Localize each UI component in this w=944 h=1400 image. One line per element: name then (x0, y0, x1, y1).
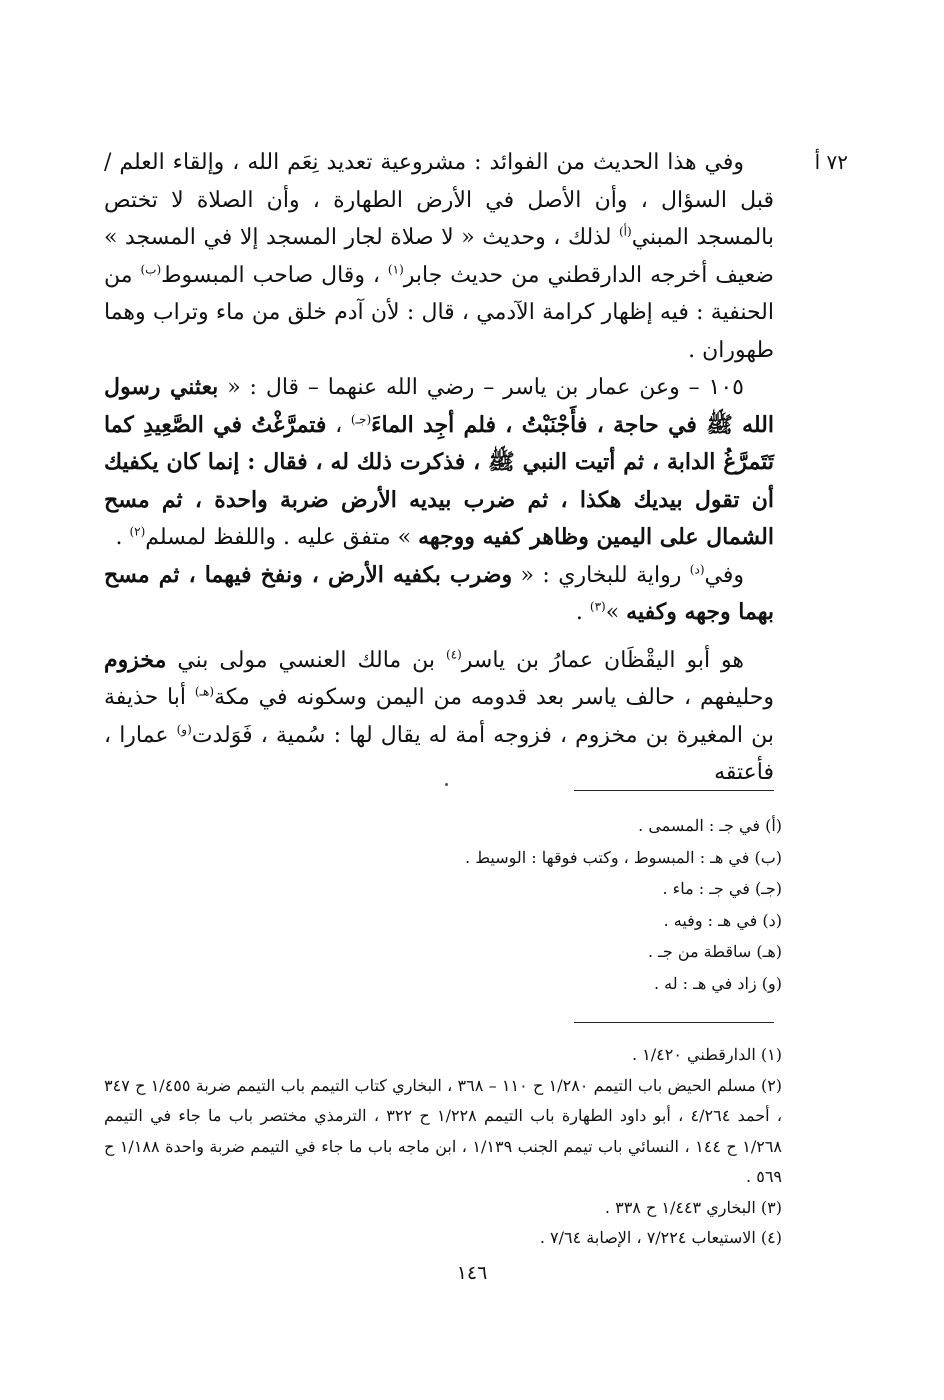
footnote-marker: (د) (689, 562, 705, 577)
text-run: . (575, 600, 590, 625)
paragraph-hadith-105 (104, 369, 774, 557)
variant-note: (هـ) ساقطة من جـ . (648, 942, 782, 961)
source-note: (٤) الاستيعاب ٧/٢٢٤ ، الإصابة ٧/٦٤ . (539, 1228, 782, 1247)
source-footnotes (104, 1040, 782, 1254)
footnote-marker: (ب) (140, 262, 162, 277)
footnote-marker: (١) (387, 262, 404, 277)
variant-footnotes (104, 810, 782, 999)
text-run: من الحنفية : فيه إظهار كرامة الآدمي ، قال : لأن آدم خلق من ماء وتراب وهما طهوران . (104, 262, 774, 363)
speck (445, 783, 448, 786)
footnote-divider (574, 790, 774, 791)
variant-note: (جـ) في جـ : ماء . (662, 879, 782, 898)
text-run: » متفق عليه . واللفظ لمسلم (145, 525, 419, 550)
source-note: (١) الدارقطني ١/٤٢٠ . (631, 1045, 782, 1064)
text-run: بن مالك العنسي مولى بني (166, 647, 446, 673)
text-run: هو أبو اليقْظَان عمارُ بن ياسر (461, 647, 744, 673)
variant-note: (ب) في هـ : المبسوط ، وكتب فوقها : الوسيط . (465, 847, 782, 867)
text-run: عمارا ، فأعتقه (104, 722, 774, 785)
text-run: وفي هذا الحديث من الفوائد : مشروعية تعديد نِعَم الله ، وإلقاء العلم / قبل السؤال ، وأن الأصل في الأرض الطهارة ، وأن الصلاة لا تختص بالمسجد المبني (104, 150, 775, 250)
text-run: ، (326, 412, 351, 438)
text-run: وحليفهم ، حالف ياسر بعد قدومه من اليمن وسكونه في مكة (214, 685, 774, 710)
hadith-text: بعثني رسول الله ﷺ في حاجة ، فأَجْنَبْتُ ، فلم أجِد الماءَ (104, 374, 774, 438)
manuscript-folio-marker: ٧٢ أ (814, 150, 848, 174)
text-run: . (115, 525, 130, 550)
text-run: وفي (704, 562, 744, 588)
text-run: أبا حذيفة بن المغيرة بن مخزوم ، فزوجه أمة له يقال لها : سُمية ، فَوَلدت (104, 685, 774, 748)
footnote-marker: (٣) (589, 599, 606, 614)
footnote-marker: (هـ) (194, 684, 215, 699)
footnote-divider (574, 1022, 774, 1023)
paragraph-biography (104, 642, 774, 792)
main-text (104, 144, 774, 792)
footnote-marker: (٢) (129, 524, 146, 539)
variant-note: (د) في هـ : وفيه . (663, 910, 782, 930)
footnote-marker: (٤) (445, 647, 462, 662)
variant-note: (و) زاد في هـ : له . (653, 973, 782, 993)
text-run: » (605, 600, 627, 625)
text-run: ، وقال صاحب المبسوط (161, 262, 388, 288)
text-run: ١٠٥ – وعن عمار بن ياسر – رضي الله عنهما – قال : « (218, 375, 744, 400)
bold-word: مخزوم (104, 646, 167, 673)
source-note: (٣) البخاري ١/٤٤٣ ح ٣٣٨ . (604, 1197, 782, 1217)
paragraph-benefits (104, 144, 774, 369)
text-run: لذلك ، وحديث « لا صلاة لجار المسجد إلا في المسجد » ضعيف أخرجه الدارقطني من حديث جابر (104, 225, 774, 288)
variant-note: (أ) في جـ : المسمى . (638, 816, 782, 835)
footnote-marker: (و) (176, 722, 192, 737)
footnote-marker: (أ) (618, 224, 632, 239)
hadith-text: فتمرَّغْتُ في الصَّعِيدِ كما تَتَمرَّغُ الدابة ، ثم أتيت النبي ﷺ ، فذكرت ذلك له ، فقال : إنما كان يكفيك أن تقول بيديك هكذا ، ثم ضرب بيديه الأرض ضربة واحدة ، ثم مسح الشمال على اليمين وظاهر كفيه ووجهه (104, 411, 774, 550)
text-run: رواية للبخاري : « (512, 562, 690, 588)
source-note: (٢) مسلم الحيض باب التيمم ١/٢٨٠ ح ١١٠ – ٣٦٨ ، البخاري كتاب التيمم باب التيمم ضربة ١/٤٥٥ ح ٣٤٧ ، أحمد ٤/٢٦٤ ، أبو داود الطهارة باب التيمم ١/٢٢٨ ح ٣٢٢ ، الترمذي مختصر باب ما جاء في التيمم ١/٢٦٨ ح ١٤٤ ، النسائي باب تيمم الجنب ١/١٣٩ ، ابن ماجه باب ما جاء في التيمم ضربة واحدة ١/١٨٨ ح ٥٦٩ . (104, 1075, 783, 1186)
hadith-text: وضرب بكفيه الأرض ، ونفخ فيهما ، ثم مسح بهما وجهه وكفيه (104, 561, 774, 625)
page-number: ١٤٦ (456, 1262, 488, 1284)
paragraph-bukhari-narration (104, 557, 774, 632)
footnote-marker: (جـ) (350, 412, 372, 427)
